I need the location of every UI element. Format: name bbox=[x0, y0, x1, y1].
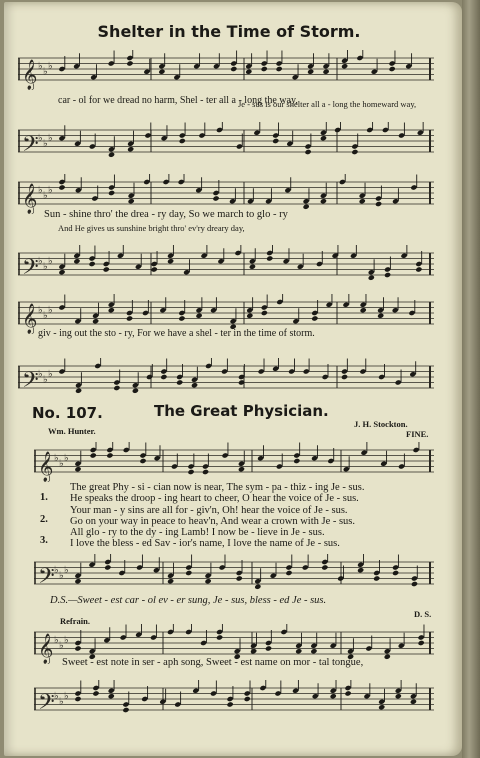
svg-text:♭: ♭ bbox=[43, 374, 48, 386]
svg-text:♭: ♭ bbox=[43, 138, 48, 150]
lyric-line: Sun - shine thro' the drea - ry day, So we march to glo - ry bbox=[44, 209, 288, 220]
svg-text:♭: ♭ bbox=[64, 691, 69, 702]
verse-line: The great Phy - si - cian now is near, The sym - pa - thiz - ing Je - sus. bbox=[70, 482, 365, 493]
svg-text:𝄢: 𝄢 bbox=[22, 132, 39, 162]
music-staff bbox=[34, 554, 434, 594]
music-staff bbox=[18, 50, 434, 90]
svg-text:♭: ♭ bbox=[38, 369, 43, 380]
verse-line: I love the bless - ed Sav - ior's name, I love the name of Je - sus. bbox=[70, 538, 340, 549]
lyric-line: And He gives us sunshine bright thro' ev'ry dreary day, bbox=[58, 223, 245, 233]
svg-text:♭: ♭ bbox=[59, 696, 64, 708]
refrain-label: Refrain. bbox=[60, 616, 90, 626]
lyric-line: car - ol for we dread no harm, Shel - ter all a - long the way, bbox=[58, 95, 298, 106]
svg-text:♭: ♭ bbox=[48, 256, 53, 267]
hymn-title: The Great Physician. bbox=[154, 402, 329, 420]
hymn-title: Shelter in the Time of Storm. bbox=[97, 22, 361, 41]
svg-text:♭: ♭ bbox=[48, 61, 53, 72]
svg-text:♭: ♭ bbox=[54, 691, 59, 702]
svg-text:♭: ♭ bbox=[59, 458, 64, 470]
verse-line: Your man - y sins are all for - giv'n, Oh! hear the voice of Je - sus. bbox=[70, 505, 348, 516]
verse-number: 2. bbox=[40, 514, 48, 525]
svg-text:♭: ♭ bbox=[43, 66, 48, 78]
verse-line: Go on your way in peace to heav'n, And wear a crown with Je - sus. bbox=[70, 516, 356, 527]
lyric-line: Je - sus is our shelter all a - long the homeward way, bbox=[238, 99, 417, 109]
svg-text:♭: ♭ bbox=[43, 190, 48, 202]
svg-text:♭: ♭ bbox=[64, 635, 69, 646]
svg-text:𝄢: 𝄢 bbox=[22, 255, 39, 285]
svg-text:♭: ♭ bbox=[48, 305, 53, 316]
music-staff bbox=[18, 245, 434, 285]
svg-text:♭: ♭ bbox=[48, 185, 53, 196]
svg-text:♭: ♭ bbox=[54, 453, 59, 464]
svg-text:♭: ♭ bbox=[64, 565, 69, 576]
music-staff bbox=[18, 174, 434, 214]
verse-number: 3. bbox=[40, 535, 48, 546]
svg-text:♭: ♭ bbox=[48, 369, 53, 380]
music-staff bbox=[18, 358, 434, 398]
lyric-line: giv - ing out the sto - ry, For we have a shel - ter in the time of storm. bbox=[38, 328, 315, 339]
music-staff bbox=[34, 680, 434, 720]
svg-text:♭: ♭ bbox=[54, 635, 59, 646]
svg-text:♭: ♭ bbox=[38, 185, 43, 196]
svg-text:𝄢: 𝄢 bbox=[38, 690, 55, 720]
page-edge bbox=[462, 0, 480, 758]
svg-text:♭: ♭ bbox=[43, 310, 48, 322]
svg-text:𝄞: 𝄞 bbox=[38, 634, 54, 664]
music-staff bbox=[18, 122, 434, 162]
svg-text:𝄞: 𝄞 bbox=[38, 452, 54, 482]
verse-number: 1. bbox=[40, 492, 48, 503]
svg-text:♭: ♭ bbox=[48, 133, 53, 144]
author-credit: Wm. Hunter. bbox=[48, 426, 96, 436]
svg-text:♭: ♭ bbox=[38, 133, 43, 144]
svg-text:𝄞: 𝄞 bbox=[22, 304, 38, 334]
svg-text:♭: ♭ bbox=[38, 256, 43, 267]
svg-text:♭: ♭ bbox=[38, 305, 43, 316]
svg-text:♭: ♭ bbox=[43, 261, 48, 273]
svg-text:♭: ♭ bbox=[38, 61, 43, 72]
lyric-line: Sweet - est note in ser - aph song, Sweet - est name on mor - tal tongue, bbox=[62, 657, 364, 668]
svg-text:♭: ♭ bbox=[54, 565, 59, 576]
svg-text:𝄞: 𝄞 bbox=[22, 184, 38, 214]
svg-text:𝄢: 𝄢 bbox=[22, 368, 39, 398]
hymnal-page bbox=[4, 2, 462, 756]
hymn-number: No. 107. bbox=[32, 404, 103, 422]
svg-text:♭: ♭ bbox=[59, 570, 64, 582]
composer-credit: J. H. Stockton. bbox=[354, 419, 408, 429]
music-staff bbox=[34, 442, 434, 482]
fine-mark: FINE. bbox=[406, 429, 429, 439]
svg-text:♭: ♭ bbox=[64, 453, 69, 464]
svg-text:𝄢: 𝄢 bbox=[38, 564, 55, 594]
ds-lyric-line: D.S.—Sweet - est car - ol ev - er sung, Je - sus, bless - ed Je - sus. bbox=[50, 595, 327, 606]
ds-mark: D. S. bbox=[414, 609, 432, 619]
verse-line: He speaks the droop - ing heart to cheer, O hear the voice of Je - sus. bbox=[70, 493, 359, 504]
svg-text:𝄞: 𝄞 bbox=[22, 60, 38, 90]
verse-line: All glo - ry to the dy - ing Lamb! I now be - lieve in Je - sus. bbox=[70, 527, 325, 538]
svg-text:♭: ♭ bbox=[59, 640, 64, 652]
